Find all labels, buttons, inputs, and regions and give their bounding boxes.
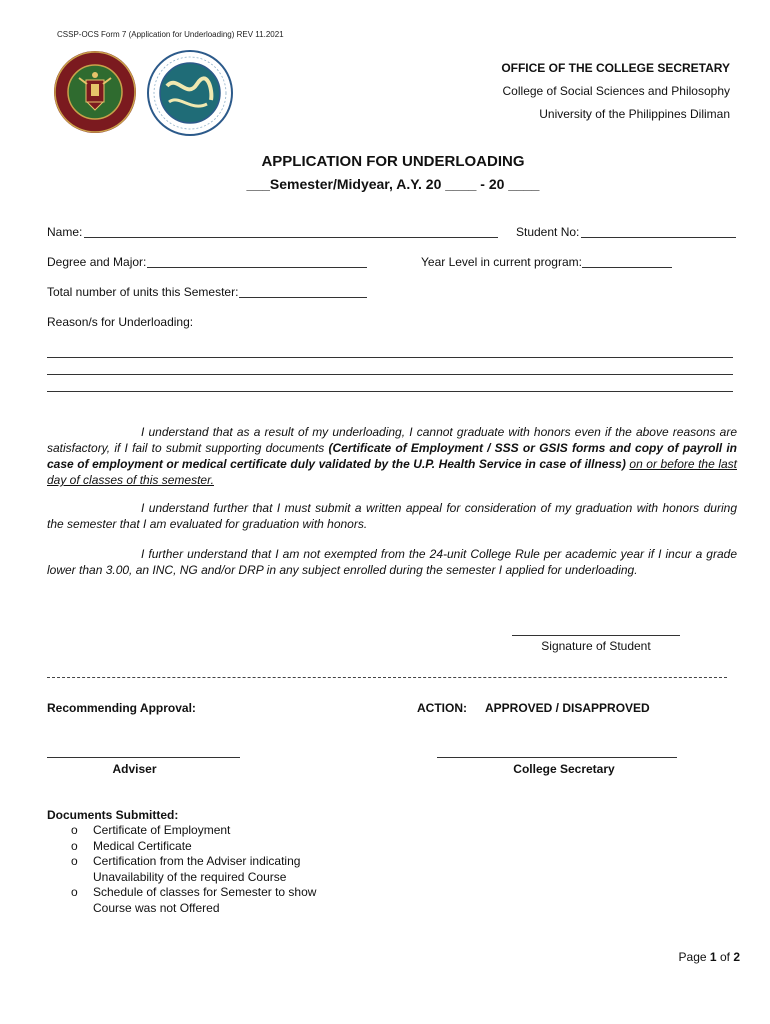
p1-underline-text: on or before the last day of classes of this semester. xyxy=(47,457,737,487)
university-name: University of the Philippines Diliman xyxy=(539,107,730,121)
list-item xyxy=(47,823,327,839)
action-label: ACTION: xyxy=(417,701,467,715)
signature-line[interactable] xyxy=(512,635,680,636)
year-level-label: Year Level in current program: xyxy=(421,255,582,269)
form-subtitle: ___Semester/Midyear, A.Y. 20 ____ - 20 ____ xyxy=(246,176,540,192)
paragraph-honors xyxy=(47,424,737,488)
total-units-input-line[interactable] xyxy=(239,297,367,298)
documents-list xyxy=(47,823,327,916)
bullet-icon: o xyxy=(71,823,78,837)
reasons-line-1[interactable] xyxy=(47,357,733,358)
college-secretary-label: College Secretary xyxy=(513,762,615,776)
reasons-line-2[interactable] xyxy=(47,374,733,375)
total-units-label: Total number of units this Semester: xyxy=(47,285,239,299)
document-item-label: Medical Certificate xyxy=(93,838,192,853)
signature-label: Signature of Student xyxy=(541,639,651,653)
form-code: CSSP-OCS Form 7 (Application for Underloading) REV 11.2021 xyxy=(57,30,284,39)
bullet-icon: o xyxy=(71,885,78,899)
paragraph-appeal xyxy=(47,500,737,532)
office-block xyxy=(501,57,730,126)
year-level-input-line[interactable] xyxy=(582,267,672,268)
document-item-label: Certification from the Adviser indicating Unavailability of the required Course xyxy=(93,854,301,884)
form-title: APPLICATION FOR UNDERLOADING xyxy=(261,153,525,170)
degree-major-label: Degree and Major: xyxy=(47,255,147,269)
p1-text: I understand that as a result of my underloading, I cannot graduate with honors even if the above reasons are satisfactory, if I fail to submit supporting documents xyxy=(47,425,737,455)
page-total: 2 xyxy=(733,950,740,964)
document-item-label: Schedule of classes for Semester to show Course was not Offered xyxy=(93,885,317,915)
student-no-label: Student No: xyxy=(516,225,580,239)
cut-divider xyxy=(47,677,727,678)
office-name: OFFICE OF THE COLLEGE SECRETARY xyxy=(501,61,730,75)
reasons-line-3[interactable] xyxy=(47,391,733,392)
page-label: Page xyxy=(678,950,707,964)
action-value: APPROVED / DISAPPROVED xyxy=(485,701,650,715)
recommending-approval-label: Recommending Approval: xyxy=(47,701,196,715)
degree-major-input-line[interactable] xyxy=(147,267,367,268)
college-secretary-signature-line[interactable] xyxy=(437,757,677,758)
page-of: of xyxy=(719,950,730,964)
bullet-icon: o xyxy=(71,854,78,868)
p3-text: I further understand that I am not exempted from the 24-unit College Rule per academic year if I incur a grade lower than 3.00, an INC, NG and/or DRP in any subject enrolled during the semester I applied for underloading. xyxy=(47,547,737,577)
student-no-input-line[interactable] xyxy=(581,237,736,238)
college-name: College of Social Sciences and Philosophy xyxy=(502,84,730,98)
list-item xyxy=(47,885,333,916)
p1-bold-text: (Certificate of Employment / SSS or GSIS forms and copy of payroll in case of employment or medical certificate duly validated by the U.P. Health Service in case of illness) xyxy=(47,441,737,471)
documents-heading: Documents Submitted: xyxy=(47,808,179,822)
up-seal-logo xyxy=(53,50,137,134)
name-label: Name: xyxy=(47,225,83,239)
bullet-icon: o xyxy=(71,838,78,853)
list-item xyxy=(47,854,323,885)
reasons-label: Reason/s for Underloading: xyxy=(47,315,194,329)
name-input-line[interactable] xyxy=(84,237,498,238)
adviser-signature-line[interactable] xyxy=(47,757,240,758)
list-item xyxy=(47,839,327,855)
adviser-label: Adviser xyxy=(112,762,157,776)
page-number xyxy=(679,950,740,964)
paragraph-24-unit-rule xyxy=(47,546,737,578)
p2-text: I understand further that I must submit a written appeal for consideration of my graduation with honors during the semester that I am evaluated for graduation with honors. xyxy=(47,501,737,531)
cssp-seal-logo xyxy=(147,50,233,136)
page-current: 1 xyxy=(709,950,717,964)
document-item-label: Certificate of Employment xyxy=(93,823,231,837)
